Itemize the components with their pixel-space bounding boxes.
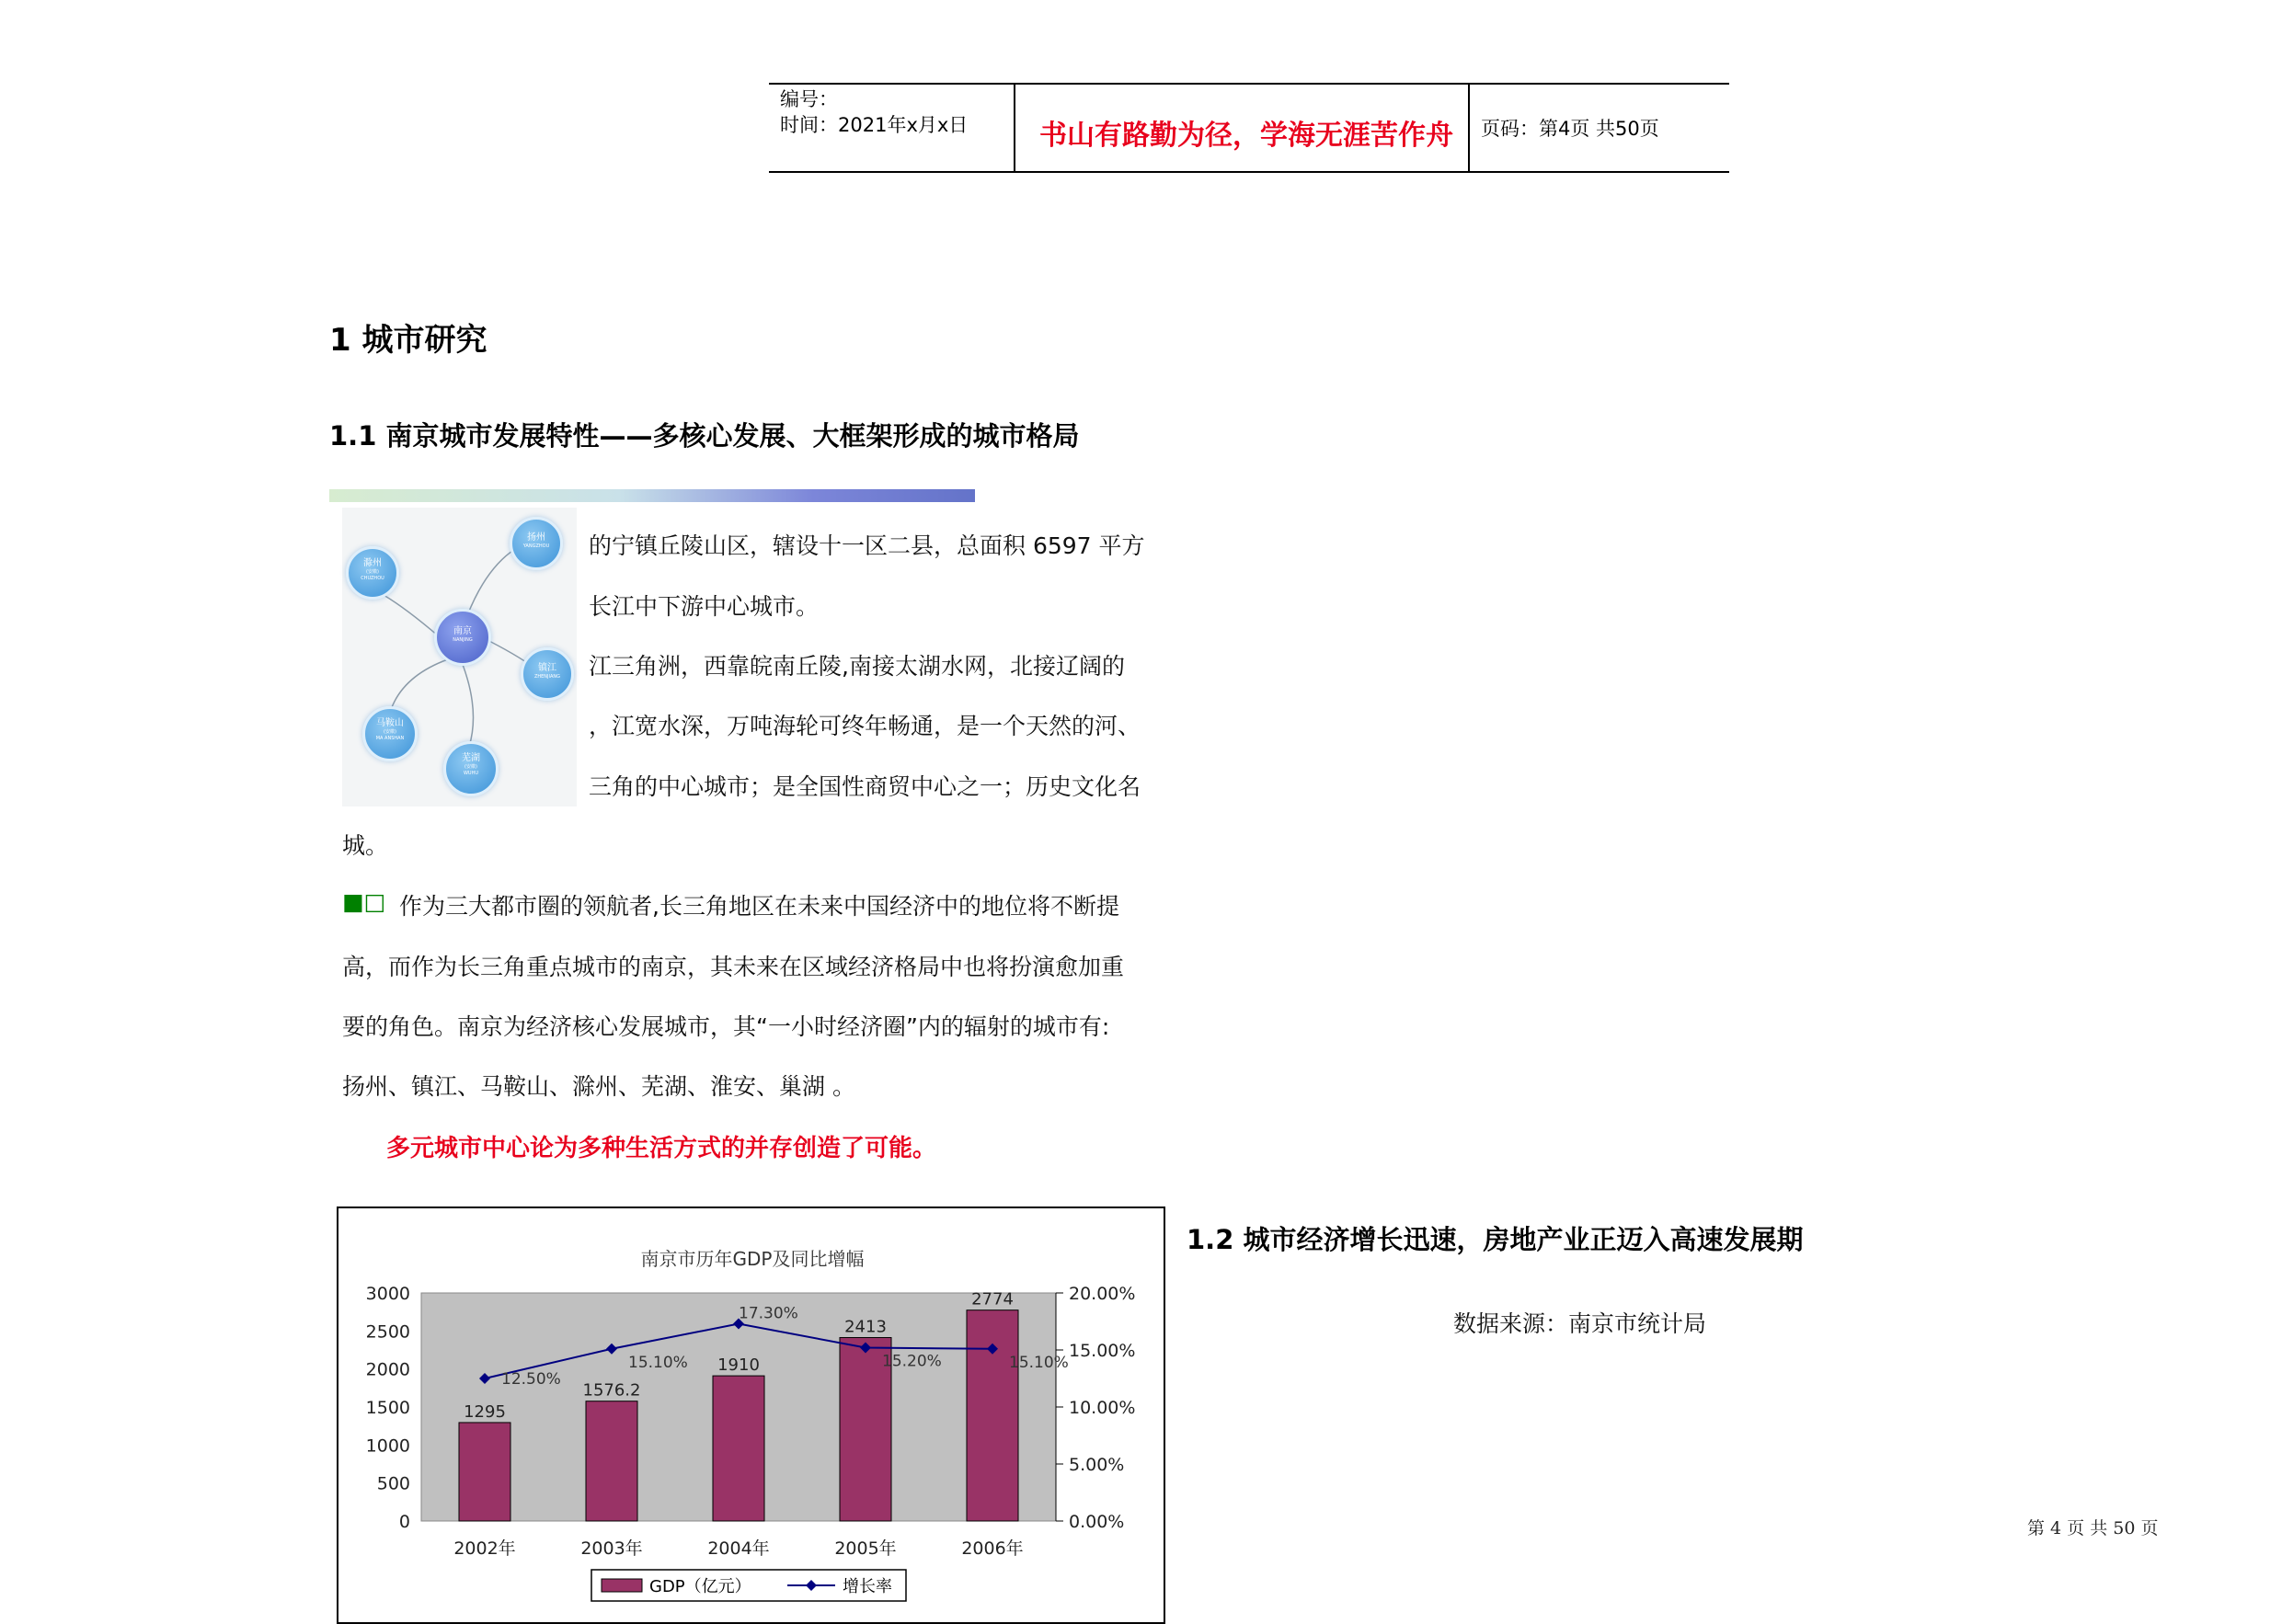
header-page-label: 页码：第4页 共50页 <box>1481 118 1659 140</box>
y-tick-label: 0 <box>398 1512 410 1532</box>
body-line-10: 扬州、镇江、马鞍山、滁州、芜湖、淮安、巢湖 。 <box>342 1073 855 1100</box>
y-axis-right <box>1056 1284 1135 1532</box>
y-tick-label: 500 <box>376 1473 410 1494</box>
body-line-8: 高，而作为长三角重点城市的南京，其未来在区域经济格局中也将扮演愈加重 <box>342 954 1125 980</box>
gdp-bar-label: 2413 <box>844 1317 887 1337</box>
growth-label: 17.30% <box>739 1304 798 1323</box>
growth-label: 15.10% <box>1009 1353 1069 1372</box>
city-node-chuzhou: 滁州 (安徽) CHUZHOU <box>346 546 399 600</box>
body-line-7: 作为三大都市圈的领航者,长三角地区在未来中国经济中的地位将不断提 <box>399 893 1119 920</box>
x-tick-label: 2005年 <box>834 1538 897 1559</box>
y-tick-label: 1500 <box>365 1398 410 1418</box>
body-line-9: 要的角色。南京为经济核心发展城市，其“一小时经济圈”内的辐射的城市有: <box>342 1013 1110 1040</box>
city-node-yangzhou: 扬州 YANGZHOU <box>510 517 563 570</box>
map-image-strip <box>329 489 975 502</box>
body-line-5: 三角的中心城市；是全国性商贸中心之一；历史文化名 <box>589 773 1141 800</box>
city-node-zhenjiang: 镇江 ZHENJIANG <box>521 647 574 701</box>
body-line-1: 的宁镇丘陵山区，辖设十一区二县，总面积 6597 平方 <box>589 532 1145 559</box>
y2-tick-label: 5.00% <box>1069 1455 1125 1475</box>
city-network-diagram <box>342 508 577 806</box>
chart-title: 南京市历年GDP及同比增幅 <box>640 1248 865 1270</box>
growth-label: 12.50% <box>501 1370 561 1389</box>
gdp-chart-svg <box>338 1208 1164 1613</box>
body-line-2: 长江中下游中心城市。 <box>589 593 820 620</box>
data-source-note: 数据来源：南京市统计局 <box>1453 1310 1707 1337</box>
header-motto: 书山有路勤为径，学海无涯苦作舟 <box>1039 120 1453 152</box>
x-tick-label: 2006年 <box>961 1538 1024 1559</box>
bullet-icon: ■□ <box>342 888 386 915</box>
y2-tick-label: 0.00% <box>1069 1512 1125 1532</box>
y2-tick-label: 15.00% <box>1069 1341 1136 1361</box>
x-tick-label: 2004年 <box>707 1538 770 1559</box>
gdp-bar <box>459 1423 510 1521</box>
city-node-maanshan: 马鞍山 (安徽) MA ANSHAN <box>362 706 418 761</box>
growth-label: 15.10% <box>628 1353 688 1372</box>
gdp-bar-label: 1910 <box>717 1355 760 1376</box>
gdp-bar-label: 1576.2 <box>582 1380 641 1401</box>
city-node-wuhu: 芜湖 (安徽) WUHU <box>443 741 499 796</box>
gdp-bar <box>586 1401 637 1521</box>
gdp-bar-label: 1295 <box>464 1401 506 1422</box>
y-tick-label: 3000 <box>365 1284 410 1304</box>
header-motto-cell <box>1015 85 1470 171</box>
gdp-bar <box>967 1310 1018 1521</box>
x-tick-label: 2003年 <box>580 1538 643 1559</box>
document-header <box>769 83 1729 173</box>
doc-time-label: 时间：2021年x月x日 <box>780 114 969 136</box>
page-footer: 第 4 页 共 50 页 <box>2027 1518 2159 1538</box>
legend-bar-swatch <box>602 1579 642 1592</box>
growth-label: 15.20% <box>882 1352 942 1371</box>
header-meta-cell <box>769 85 1015 171</box>
y-tick-label: 1000 <box>365 1435 410 1457</box>
section-title: 1 城市研究 <box>329 322 487 359</box>
gdp-chart <box>337 1207 1165 1624</box>
body-line-4: ，江宽水深，万吨海轮可终年畅通，是一个天然的河、 <box>589 713 1141 739</box>
subsection-title-1-1: 1.1 南京城市发展特性——多核心发展、大框架形成的城市格局 <box>329 420 1080 452</box>
y-tick-label: 2000 <box>365 1359 410 1380</box>
subsection-title-1-2: 1.2 城市经济增长迅速，房地产业正迈入高速发展期 <box>1187 1224 1804 1255</box>
legend-growth-label: 增长率 <box>843 1577 892 1596</box>
chart-legend <box>591 1570 906 1601</box>
x-axis <box>453 1538 1023 1559</box>
legend-gdp-label: GDP（亿元） <box>649 1577 751 1596</box>
gdp-bar-label: 2774 <box>971 1289 1014 1309</box>
x-tick-label: 2002年 <box>453 1538 516 1559</box>
y2-tick-label: 20.00% <box>1069 1284 1136 1304</box>
body-line-6: 城。 <box>342 832 389 859</box>
y2-tick-label: 10.00% <box>1069 1398 1136 1418</box>
doc-number-label: 编号： <box>780 88 838 110</box>
highlight-statement: 多元城市中心论为多种生活方式的并存创造了可能。 <box>386 1135 937 1162</box>
header-page-cell <box>1470 85 1729 171</box>
gdp-bar <box>713 1376 764 1521</box>
body-line-3: 江三角洲，西靠皖南丘陵,南接太湖水网，北接辽阔的 <box>589 653 1125 680</box>
y-tick-label: 2500 <box>365 1321 410 1343</box>
y-axis-left <box>366 1284 410 1532</box>
city-node-nanjing: 南京 NANJING <box>434 609 491 666</box>
